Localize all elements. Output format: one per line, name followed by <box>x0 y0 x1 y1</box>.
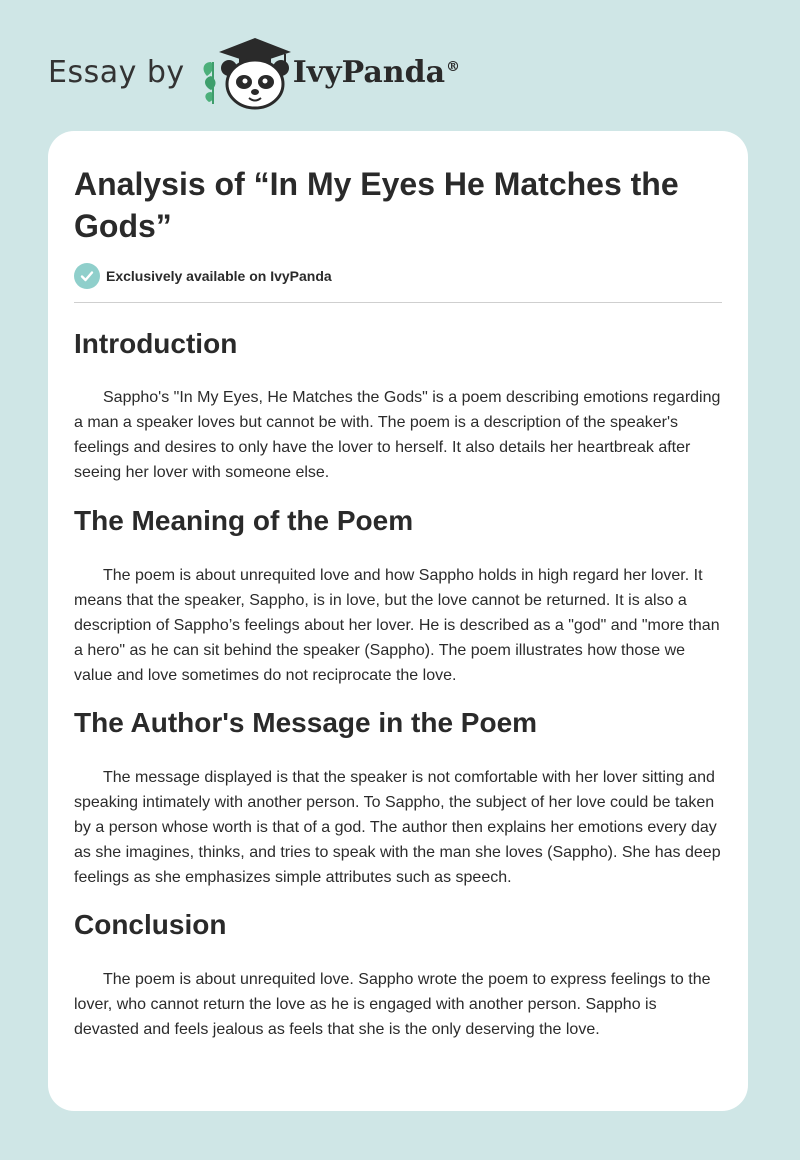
brand-name[interactable]: IvyPanda® <box>292 54 461 90</box>
section-text-introduction: Sappho's "In My Eyes, He Matches the Gods" is a poem describing emotions regarding a man a speaker loves but cannot be with. The poem is a description of the speaker's feelings and desires to only have the lover to herself. It also details her heartbreak after seeing her lover with someone else. <box>74 389 721 481</box>
divider <box>74 302 722 303</box>
essay-card <box>48 131 748 1111</box>
exclusive-badge <box>74 263 332 289</box>
section-text-conclusion: The poem is about unrequited love. Sappho wrote the poem to express feelings to the lover, who cannot return the love as he is engaged with another person. Sappho is devasted and feels jealous as feels that she is the only deserving the love. <box>74 971 711 1038</box>
essay-by-label: Essay by <box>48 54 185 90</box>
site-header <box>48 32 460 112</box>
page-title: Analysis of “In My Eyes He Matches the Gods” <box>74 166 679 244</box>
exclusive-badge-text: Exclusively available on IvyPanda <box>106 268 332 284</box>
section-text-message: The message displayed is that the speaker is not comfortable with her lover sitting and speaking intimately with another person. To Sappho, the subject of her love could be taken by a person whose worth is that of a god. The author then explains her emotions every day as she imagines, thinks, and tries to speak with the man she loves (Sappho). She has deep feelings as she emphasizes simple attributes such as speech. <box>74 769 721 886</box>
section-heading-meaning: The Meaning of the Poem <box>74 505 414 536</box>
checkmark-icon <box>74 263 100 289</box>
section-heading-introduction: Introduction <box>74 328 238 359</box>
section-heading-conclusion: Conclusion <box>74 909 227 940</box>
panda-logo-icon[interactable] <box>199 32 291 112</box>
section-text-meaning: The poem is about unrequited love and how Sappho holds in high regard her lover. It means that the speaker, Sappho, is in love, but the love cannot be returned. It is also a description of Sappho’s feelings about her lover. He is described as a "god" and "more than a hero" as he can sit behind the speaker (Sappho). The poem illustrates how those we value and love sometimes do not reciprocate the love. <box>74 567 720 684</box>
section-heading-message: The Author's Message in the Poem <box>74 707 538 738</box>
